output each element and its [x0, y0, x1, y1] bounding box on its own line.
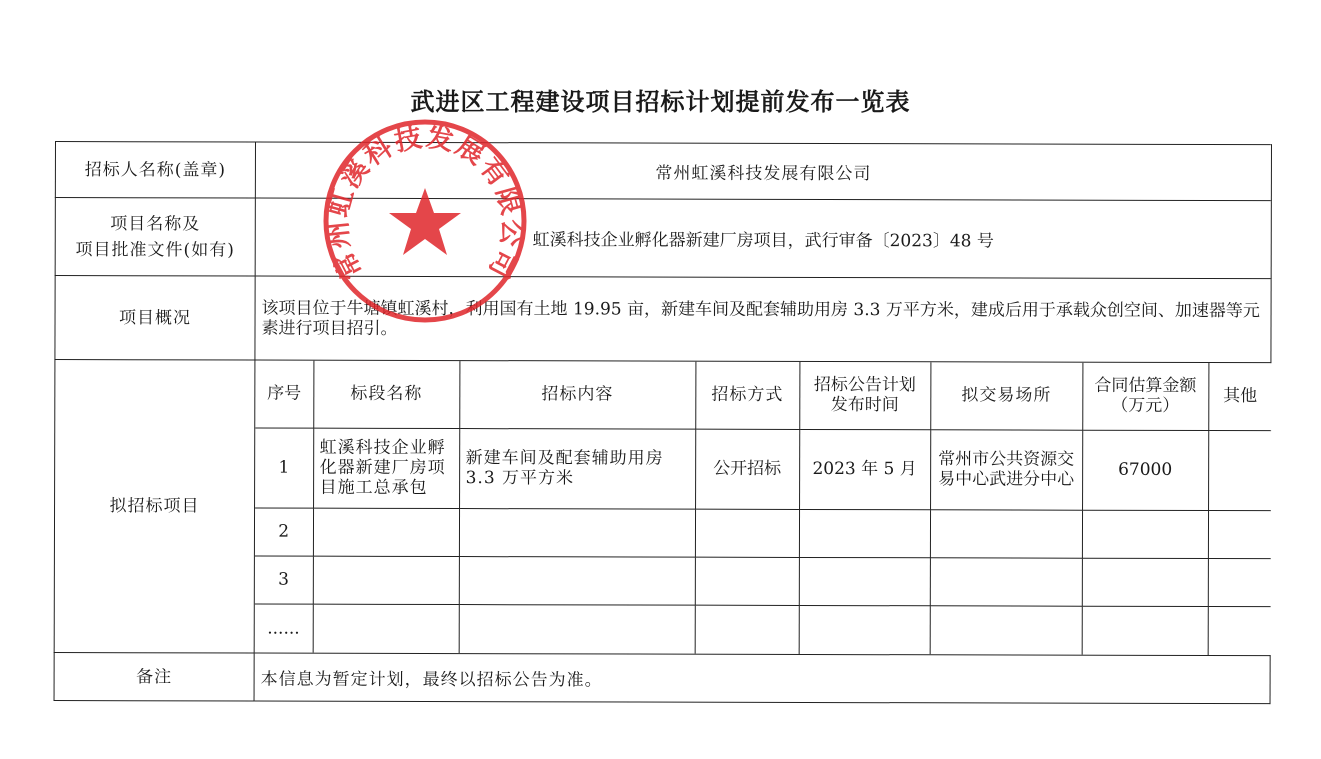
row-amount — [1082, 510, 1208, 558]
project-value: 虹溪科技企业孵化器新建厂房项目，武行审备〔2023〕48 号 — [255, 198, 1271, 279]
row-time — [799, 605, 930, 654]
plan-header-row — [255, 361, 1271, 431]
row-method — [695, 509, 799, 557]
header-amount: 合同估算金额（万元） — [1082, 363, 1208, 430]
project-label — [55, 198, 255, 277]
header-venue: 拟交易场所 — [930, 362, 1082, 429]
overview-value: 该项目位于牛塘镇虹溪村，利用国有土地 19.95 亩，新建车间及配套辅助用房 3.3 万平方米，建成后用于承载众创空间、加速器等元素进行项目招引。 — [255, 276, 1271, 363]
row-amount — [1082, 606, 1208, 655]
table-row — [255, 604, 1271, 656]
table-row — [255, 508, 1271, 559]
header-method: 招标方式 — [695, 362, 799, 429]
row-section-name: 虹溪科技企业孵化器新建厂房项目施工总承包 — [313, 428, 459, 508]
row-other — [1208, 558, 1271, 606]
tenderer-value: 常州虹溪科技发展有限公司 — [255, 142, 1271, 201]
row-time — [799, 509, 930, 557]
row-section-name — [313, 604, 459, 653]
row-venue — [930, 509, 1082, 557]
row-method — [695, 605, 799, 654]
row-no: 2 — [255, 508, 313, 556]
remarks-value: 本信息为暂定计划，最终以招标公告为准。 — [254, 653, 1270, 704]
plan-row — [54, 360, 1271, 656]
row-other — [1208, 606, 1271, 655]
tenderer-row — [55, 142, 1271, 201]
svg-text:常州虹溪科技发展有限公司: 常州虹溪科技发展有限公司 — [322, 121, 528, 285]
header-other: 其他 — [1208, 363, 1271, 430]
row-content — [459, 604, 695, 654]
overview-row — [55, 276, 1271, 363]
row-venue — [930, 605, 1082, 654]
plan-subtable — [255, 361, 1271, 656]
row-no: 3 — [255, 556, 313, 604]
row-time: 2023 年 5 月 — [799, 429, 930, 509]
row-no: ...... — [255, 604, 313, 653]
tenderer-label: 招标人名称(盖章) — [55, 142, 255, 199]
row-amount — [1082, 558, 1208, 606]
plan-label: 拟招标项目 — [54, 360, 255, 654]
row-time — [799, 557, 930, 605]
row-no: 1 — [255, 428, 313, 508]
row-venue — [930, 557, 1082, 605]
table-row — [255, 556, 1271, 607]
remarks-label: 备注 — [54, 652, 254, 701]
row-content — [459, 508, 695, 557]
project-row — [55, 198, 1271, 279]
row-other — [1208, 430, 1271, 510]
project-label-line1: 项目名称及 — [110, 213, 201, 234]
overview-label: 项目概况 — [55, 276, 255, 361]
row-other — [1208, 510, 1271, 558]
header-publish-time: 招标公告计划发布时间 — [799, 362, 930, 429]
project-label-line2: 项目批准文件(如有) — [75, 239, 235, 260]
row-content — [459, 556, 695, 605]
plan-cell — [254, 360, 1271, 656]
remarks-row — [54, 652, 1270, 703]
row-section-name — [313, 508, 459, 556]
header-no: 序号 — [255, 361, 313, 428]
row-venue: 常州市公共资源交易中心武进分中心 — [930, 429, 1082, 509]
row-method — [695, 557, 799, 605]
tender-plan-table — [54, 141, 1272, 704]
header-content: 招标内容 — [459, 361, 695, 429]
row-amount: 67000 — [1082, 430, 1208, 510]
table-row — [255, 428, 1271, 511]
row-section-name — [313, 556, 459, 604]
row-content: 新建车间及配套辅助用房 3.3 万平方米 — [459, 428, 695, 509]
row-method: 公开招标 — [695, 429, 799, 509]
header-section-name: 标段名称 — [313, 361, 459, 428]
document-title: 武进区工程建设项目招标计划提前发布一览表 — [410, 88, 911, 116]
